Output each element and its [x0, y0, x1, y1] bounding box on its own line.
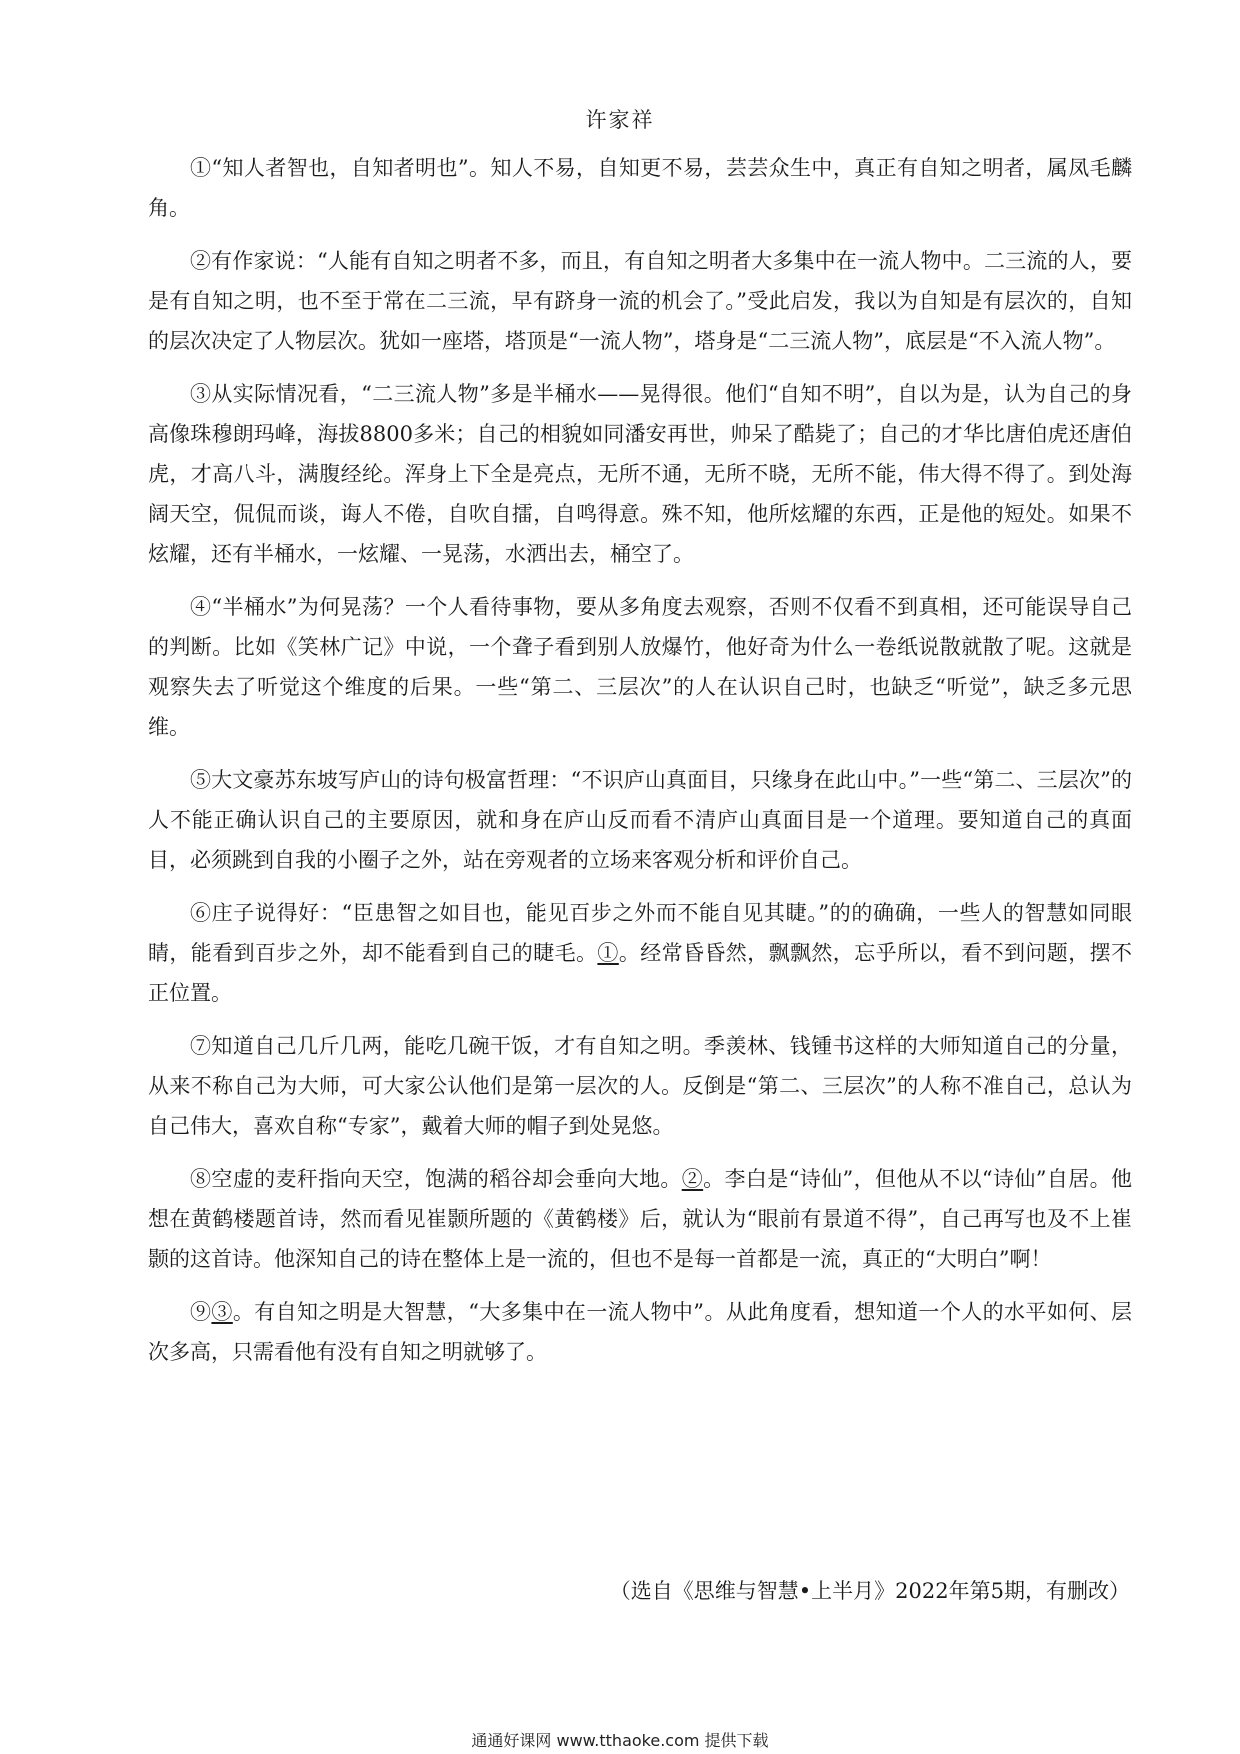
paragraph-3: ③从实际情况看，“二三流人物”多是半桶水——晃得很。他们“自知不明”，自以为是，认为自己的身高像珠穆朗玛峰，海拔8800多米；自己的相貌如同潘安再世，帅呆了酷毙了；自己的才华比唐伯虎还唐伯虎，才高八斗，满腹经纶。浑身上下全是亮点，无所不通，无所不晓，无所不能，伟大得不得了。到处海阔天空，侃侃而谈，诲人不倦，自吹自擂，自鸣得意。殊不知，他所炫耀的东西，正是他的短处。如果不炫耀，还有半桶水，一炫耀、一晃荡，水洒出去，桶空了。	[148, 382, 1132, 566]
paragraph-1: ①“知人者智也，自知者明也”。知人不易，自知更不易，芸芸众生中，真正有自知之明者，属凤毛麟角。	[148, 156, 1132, 220]
article-body	[148, 148, 1132, 1385]
article-author: 许家祥	[585, 108, 655, 132]
paragraph-4: ④“半桶水”为何晃荡？一个人看待事物，要从多角度去观察，否则不仅看不到真相，还可能误导自己的判断。比如《笑林广记》中说，一个聋子看到别人放爆竹，他好奇为什么一卷纸说散就散了呢。这就是观察失去了听觉这个维度的后果。一些“第二、三层次”的人在认识自己时，也缺乏“听觉”，缺乏多元思维。	[148, 595, 1132, 739]
paragraph-9	[148, 1292, 1132, 1372]
paragraph-7: ⑦知道自己几斤几两，能吃几碗干饭，才有自知之明。季羡林、钱锺书这样的大师知道自己的分量，从来不称自己为大师，可大家公认他们是第一层次的人。反倒是“第二、三层次”的人称不准自己，总认为自己伟大，喜欢自称“专家”，戴着大师的帽子到处晃悠。	[148, 1034, 1132, 1138]
paragraph-text: ⑥庄子说得好：“臣患智之如目也，能见百步之外而不能自见其睫。”的的确确，一些人的智慧如同眼睛，能看到百步之外，却不能看到自己的睫毛。	[148, 901, 1132, 965]
blank-marker: ③	[211, 1300, 233, 1324]
blank-marker: ①	[597, 941, 619, 965]
page-footer: 通通好课网 www.tthaoke.com 提供下载	[471, 1731, 769, 1750]
paragraph-text: ⑧空虚的麦秆指向天空，饱满的稻谷却会垂向大地。	[190, 1167, 682, 1191]
paragraph-8	[148, 1159, 1132, 1279]
paragraph-text: 。有自知之明是大智慧，“大多集中在一流人物中”。从此角度看，想知道一个人的水平如何、层次多高，只需看他有没有自知之明就够了。	[148, 1300, 1133, 1364]
paragraph-6	[148, 893, 1132, 1013]
paragraph-text: 。李白是“诗仙”，但他从不以“诗仙”自居。他想在黄鹤楼题首诗，然而看见崔颢所题的《黄鹤楼》后，就认为“眼前有景道不得”，自己再写也及不上崔颢的这首诗。他深知自己的诗在整体上是一流的，但也不是每一首都是一流，真正的“大明白”啊！	[148, 1167, 1133, 1271]
paragraph-2: ②有作家说：“人能有自知之明者不多，而且，有自知之明者大多集中在一流人物中。二三流的人，要是有自知之明，也不至于常在二三流，早有跻身一流的机会了。”受此启发，我以为自知是有层次的，自知的层次决定了人物层次。犹如一座塔，塔顶是“一流人物”，塔身是“二三流人物”，底层是“不入流人物”。	[148, 249, 1132, 353]
paragraph-5: ⑤大文豪苏东坡写庐山的诗句极富哲理：“不识庐山真面目，只缘身在此山中。”一些“第二、三层次”的人不能正确认识自己的主要原因，就和身在庐山反而看不清庐山真面目是一个道理。要知道自己的真面目，必须跳到自我的小圈子之外，站在旁观者的立场来客观分析和评价自己。	[148, 768, 1132, 872]
source-citation: （选自《思维与智慧•上半月》2022年第5期，有删改）	[609, 1579, 1130, 1603]
paragraph-text: 。经常昏昏然，飘飘然，忘乎所以，看不到问题，摆不正位置。	[148, 941, 1133, 1005]
paragraph-text: ⑨	[190, 1300, 212, 1324]
blank-marker: ②	[681, 1167, 704, 1191]
